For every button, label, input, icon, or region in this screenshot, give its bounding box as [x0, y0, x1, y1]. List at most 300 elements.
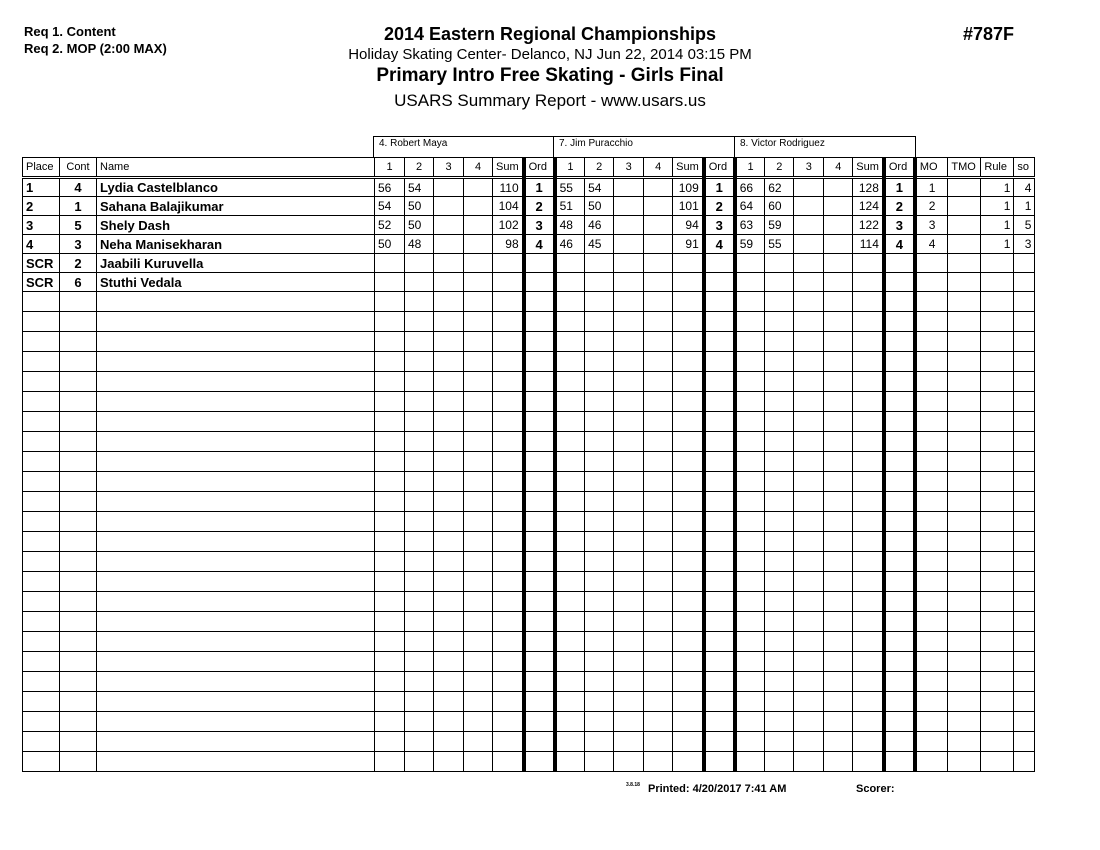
empty-cell [824, 312, 853, 332]
empty-cell [673, 412, 704, 432]
empty-cell [97, 632, 375, 652]
empty-cell [1014, 292, 1035, 312]
empty-cell [948, 392, 981, 412]
empty-cell [60, 292, 97, 312]
empty-cell [884, 692, 915, 712]
empty-cell [405, 372, 434, 392]
empty-cell [555, 532, 585, 552]
empty-cell [585, 452, 614, 472]
empty-cell [23, 492, 60, 512]
empty-cell [585, 672, 614, 692]
score-cell [765, 254, 794, 273]
empty-cell [853, 712, 884, 732]
empty-cell [948, 652, 981, 672]
ordinal-cell: 2 [524, 197, 555, 216]
empty-cell [915, 752, 948, 772]
score-cell [464, 235, 493, 254]
place-cell: SCR [23, 273, 60, 292]
empty-cell [794, 552, 824, 572]
empty-cell [853, 692, 884, 712]
empty-cell [23, 292, 60, 312]
empty-cell [585, 632, 614, 652]
empty-cell [794, 332, 824, 352]
empty-cell [673, 572, 704, 592]
empty-cell [97, 752, 375, 772]
empty-cell [434, 612, 464, 632]
empty-cell [434, 632, 464, 652]
empty-cell [884, 652, 915, 672]
empty-cell [434, 292, 464, 312]
empty-table-row [23, 352, 1035, 372]
empty-cell [555, 412, 585, 432]
empty-cell [434, 532, 464, 552]
score-cell: 55 [555, 178, 585, 197]
empty-cell [981, 492, 1014, 512]
empty-cell [434, 452, 464, 472]
col-so: so [1014, 158, 1035, 178]
empty-cell [853, 652, 884, 672]
empty-cell [97, 672, 375, 692]
empty-cell [524, 292, 555, 312]
empty-cell [824, 572, 853, 592]
empty-cell [824, 432, 853, 452]
empty-cell [794, 632, 824, 652]
tmo-cell [948, 197, 981, 216]
empty-cell [1014, 572, 1035, 592]
tmo-cell [948, 273, 981, 292]
empty-cell [23, 452, 60, 472]
version-label: 3.8.18 [626, 782, 640, 788]
col-j2-sum: Sum [673, 158, 704, 178]
col-j3-s1: 1 [735, 158, 765, 178]
empty-cell [853, 592, 884, 612]
empty-cell [824, 592, 853, 612]
empty-cell [673, 472, 704, 492]
empty-cell [614, 332, 644, 352]
col-j2-s4: 4 [644, 158, 673, 178]
score-cell [434, 216, 464, 235]
empty-cell [794, 752, 824, 772]
empty-cell [644, 572, 673, 592]
score-cell [434, 178, 464, 197]
empty-cell [765, 372, 794, 392]
empty-cell [493, 292, 524, 312]
empty-cell [704, 492, 735, 512]
empty-cell [405, 492, 434, 512]
empty-cell [824, 332, 853, 352]
empty-cell [981, 332, 1014, 352]
empty-cell [735, 652, 765, 672]
empty-cell [884, 472, 915, 492]
rule-cell: 1 [981, 178, 1014, 197]
empty-cell [97, 532, 375, 552]
empty-cell [948, 452, 981, 472]
empty-cell [23, 552, 60, 572]
empty-cell [853, 392, 884, 412]
judge-header-1: 4. Robert Maya [373, 136, 554, 157]
empty-table-row [23, 312, 1035, 332]
col-j2-s2: 2 [585, 158, 614, 178]
empty-table-row [23, 632, 1035, 652]
empty-cell [704, 312, 735, 332]
empty-cell [915, 352, 948, 372]
empty-cell [644, 552, 673, 572]
empty-cell [794, 672, 824, 692]
empty-cell [884, 732, 915, 752]
empty-cell [23, 392, 60, 412]
empty-cell [614, 652, 644, 672]
empty-cell [464, 692, 493, 712]
empty-cell [824, 352, 853, 372]
empty-cell [915, 692, 948, 712]
empty-table-row [23, 492, 1035, 512]
empty-cell [981, 652, 1014, 672]
empty-cell [464, 492, 493, 512]
score-cell [434, 273, 464, 292]
empty-cell [493, 532, 524, 552]
score-cell [555, 273, 585, 292]
sum-cell: 114 [853, 235, 884, 254]
empty-cell [948, 632, 981, 652]
empty-cell [735, 712, 765, 732]
empty-cell [915, 292, 948, 312]
empty-cell [673, 492, 704, 512]
empty-cell [555, 472, 585, 492]
empty-cell [704, 332, 735, 352]
ordinal-cell: 4 [524, 235, 555, 254]
empty-cell [375, 412, 405, 432]
empty-cell [673, 312, 704, 332]
so-cell: 4 [1014, 178, 1035, 197]
venue-line: Holiday Skating Center- Delanco, NJ Jun 22, 2014 03:15 PM [348, 46, 752, 63]
empty-cell [765, 712, 794, 732]
empty-cell [824, 412, 853, 432]
empty-cell [765, 492, 794, 512]
empty-cell [1014, 452, 1035, 472]
empty-cell [853, 412, 884, 432]
empty-cell [1014, 312, 1035, 332]
empty-cell [765, 692, 794, 712]
tmo-cell [948, 216, 981, 235]
empty-cell [1014, 392, 1035, 412]
empty-cell [981, 312, 1014, 332]
empty-cell [948, 612, 981, 632]
ordinal-cell: 3 [884, 216, 915, 235]
sum-cell: 128 [853, 178, 884, 197]
so-cell [1014, 254, 1035, 273]
judge-header-3: 8. Victor Rodriguez [734, 136, 916, 157]
empty-cell [853, 672, 884, 692]
printed-timestamp: Printed: 4/20/2017 7:41 AM [648, 783, 787, 795]
empty-cell [704, 712, 735, 732]
score-cell [824, 216, 853, 235]
empty-cell [915, 312, 948, 332]
empty-cell [644, 432, 673, 452]
empty-cell [60, 612, 97, 632]
empty-cell [673, 352, 704, 372]
ordinal-cell [524, 273, 555, 292]
empty-cell [375, 712, 405, 732]
empty-cell [704, 732, 735, 752]
tmo-cell [948, 254, 981, 273]
empty-cell [948, 352, 981, 372]
empty-cell [60, 672, 97, 692]
empty-cell [614, 552, 644, 572]
empty-cell [434, 652, 464, 672]
empty-cell [794, 412, 824, 432]
ordinal-cell: 4 [884, 235, 915, 254]
empty-table-row [23, 452, 1035, 472]
empty-cell [464, 672, 493, 692]
empty-cell [464, 332, 493, 352]
sum-cell [853, 254, 884, 273]
empty-cell [493, 692, 524, 712]
empty-cell [735, 592, 765, 612]
empty-cell [735, 552, 765, 572]
empty-cell [673, 712, 704, 732]
rule-cell: 1 [981, 216, 1014, 235]
empty-cell [614, 592, 644, 612]
empty-cell [673, 692, 704, 712]
empty-table-row [23, 572, 1035, 592]
empty-cell [704, 672, 735, 692]
empty-cell [97, 412, 375, 432]
empty-cell [614, 632, 644, 652]
empty-cell [915, 332, 948, 352]
score-cell [824, 197, 853, 216]
cont-cell: 3 [60, 235, 97, 254]
judge-header-2: 7. Jim Puracchio [553, 136, 735, 157]
empty-cell [464, 652, 493, 672]
empty-cell [524, 332, 555, 352]
empty-cell [735, 572, 765, 592]
empty-cell [1014, 492, 1035, 512]
empty-cell [97, 392, 375, 412]
empty-cell [524, 532, 555, 552]
empty-cell [794, 512, 824, 532]
empty-cell [405, 452, 434, 472]
empty-cell [735, 392, 765, 412]
empty-cell [375, 392, 405, 412]
empty-cell [97, 292, 375, 312]
empty-cell [524, 352, 555, 372]
empty-cell [614, 312, 644, 332]
empty-cell [981, 592, 1014, 612]
ordinal-cell: 4 [704, 235, 735, 254]
empty-cell [585, 552, 614, 572]
empty-cell [585, 292, 614, 312]
empty-cell [493, 512, 524, 532]
col-j3-sum: Sum [853, 158, 884, 178]
empty-cell [493, 632, 524, 652]
score-cell: 51 [555, 197, 585, 216]
score-cell: 59 [735, 235, 765, 254]
skater-name-cell: Stuthi Vedala [97, 273, 375, 292]
empty-cell [464, 612, 493, 632]
empty-cell [555, 692, 585, 712]
empty-cell [853, 612, 884, 632]
empty-cell [555, 512, 585, 532]
empty-cell [60, 712, 97, 732]
empty-cell [405, 352, 434, 372]
empty-cell [735, 332, 765, 352]
score-cell [555, 254, 585, 273]
sum-cell: 110 [493, 178, 524, 197]
empty-cell [673, 332, 704, 352]
score-cell [794, 178, 824, 197]
empty-cell [915, 652, 948, 672]
empty-cell [735, 732, 765, 752]
empty-cell [824, 712, 853, 732]
empty-cell [948, 412, 981, 432]
empty-cell [524, 592, 555, 612]
empty-table-row [23, 752, 1035, 772]
empty-cell [585, 472, 614, 492]
score-cell [735, 273, 765, 292]
empty-cell [884, 612, 915, 632]
mo-cell: 1 [915, 178, 948, 197]
empty-cell [524, 752, 555, 772]
score-cell [614, 216, 644, 235]
empty-cell [948, 492, 981, 512]
empty-cell [948, 292, 981, 312]
score-cell [794, 235, 824, 254]
mo-cell [915, 254, 948, 273]
empty-cell [405, 312, 434, 332]
empty-cell [524, 632, 555, 652]
empty-cell [375, 652, 405, 672]
empty-cell [524, 712, 555, 732]
skater-name-cell: Shely Dash [97, 216, 375, 235]
empty-cell [97, 332, 375, 352]
empty-cell [464, 592, 493, 612]
empty-cell [1014, 412, 1035, 432]
empty-cell [824, 632, 853, 652]
sum-cell: 109 [673, 178, 704, 197]
empty-cell [434, 352, 464, 372]
empty-cell [1014, 512, 1035, 532]
empty-cell [884, 312, 915, 332]
empty-cell [614, 752, 644, 772]
empty-cell [405, 752, 434, 772]
empty-cell [915, 552, 948, 572]
empty-cell [794, 392, 824, 412]
empty-cell [884, 292, 915, 312]
empty-cell [23, 612, 60, 632]
score-cell: 48 [405, 235, 434, 254]
empty-cell [765, 612, 794, 632]
empty-cell [555, 672, 585, 692]
score-cell: 56 [375, 178, 405, 197]
score-cell [765, 273, 794, 292]
empty-cell [23, 352, 60, 372]
score-cell [644, 254, 673, 273]
score-cell: 50 [585, 197, 614, 216]
empty-cell [614, 612, 644, 632]
score-cell: 52 [375, 216, 405, 235]
empty-cell [555, 292, 585, 312]
empty-cell [981, 512, 1014, 532]
empty-cell [673, 512, 704, 532]
empty-cell [434, 572, 464, 592]
score-cell: 46 [585, 216, 614, 235]
empty-cell [915, 372, 948, 392]
empty-cell [405, 532, 434, 552]
empty-cell [555, 392, 585, 412]
empty-cell [464, 352, 493, 372]
empty-cell [405, 652, 434, 672]
empty-cell [765, 512, 794, 532]
rule-cell [981, 273, 1014, 292]
empty-cell [97, 352, 375, 372]
empty-cell [464, 752, 493, 772]
empty-cell [614, 692, 644, 712]
so-cell: 1 [1014, 197, 1035, 216]
empty-cell [434, 412, 464, 432]
empty-cell [704, 472, 735, 492]
score-cell [464, 216, 493, 235]
empty-cell [884, 712, 915, 732]
empty-cell [434, 672, 464, 692]
empty-cell [60, 352, 97, 372]
empty-cell [981, 572, 1014, 592]
empty-cell [884, 752, 915, 772]
empty-cell [853, 332, 884, 352]
empty-cell [765, 732, 794, 752]
empty-cell [375, 532, 405, 552]
empty-cell [735, 372, 765, 392]
ordinal-cell [884, 273, 915, 292]
empty-cell [555, 552, 585, 572]
score-cell [464, 254, 493, 273]
empty-cell [884, 412, 915, 432]
score-cell: 54 [405, 178, 434, 197]
empty-cell [493, 392, 524, 412]
empty-cell [794, 452, 824, 472]
empty-cell [981, 632, 1014, 652]
empty-cell [23, 572, 60, 592]
ordinal-cell [884, 254, 915, 273]
empty-cell [464, 632, 493, 652]
empty-cell [493, 352, 524, 372]
empty-cell [555, 732, 585, 752]
empty-cell [434, 312, 464, 332]
empty-cell [853, 352, 884, 372]
empty-cell [493, 552, 524, 572]
empty-cell [375, 732, 405, 752]
event-number: #787F [963, 24, 1015, 44]
empty-cell [434, 552, 464, 572]
empty-cell [375, 592, 405, 612]
empty-cell [1014, 692, 1035, 712]
empty-cell [644, 532, 673, 552]
empty-cell [585, 512, 614, 532]
empty-cell [493, 332, 524, 352]
place-cell: 2 [23, 197, 60, 216]
empty-cell [704, 372, 735, 392]
empty-cell [735, 532, 765, 552]
empty-cell [981, 392, 1014, 412]
empty-cell [853, 312, 884, 332]
empty-cell [915, 512, 948, 532]
empty-cell [585, 712, 614, 732]
mo-cell: 4 [915, 235, 948, 254]
empty-cell [673, 292, 704, 312]
empty-cell [644, 292, 673, 312]
cont-cell: 1 [60, 197, 97, 216]
empty-cell [948, 592, 981, 612]
empty-table-row [23, 392, 1035, 412]
